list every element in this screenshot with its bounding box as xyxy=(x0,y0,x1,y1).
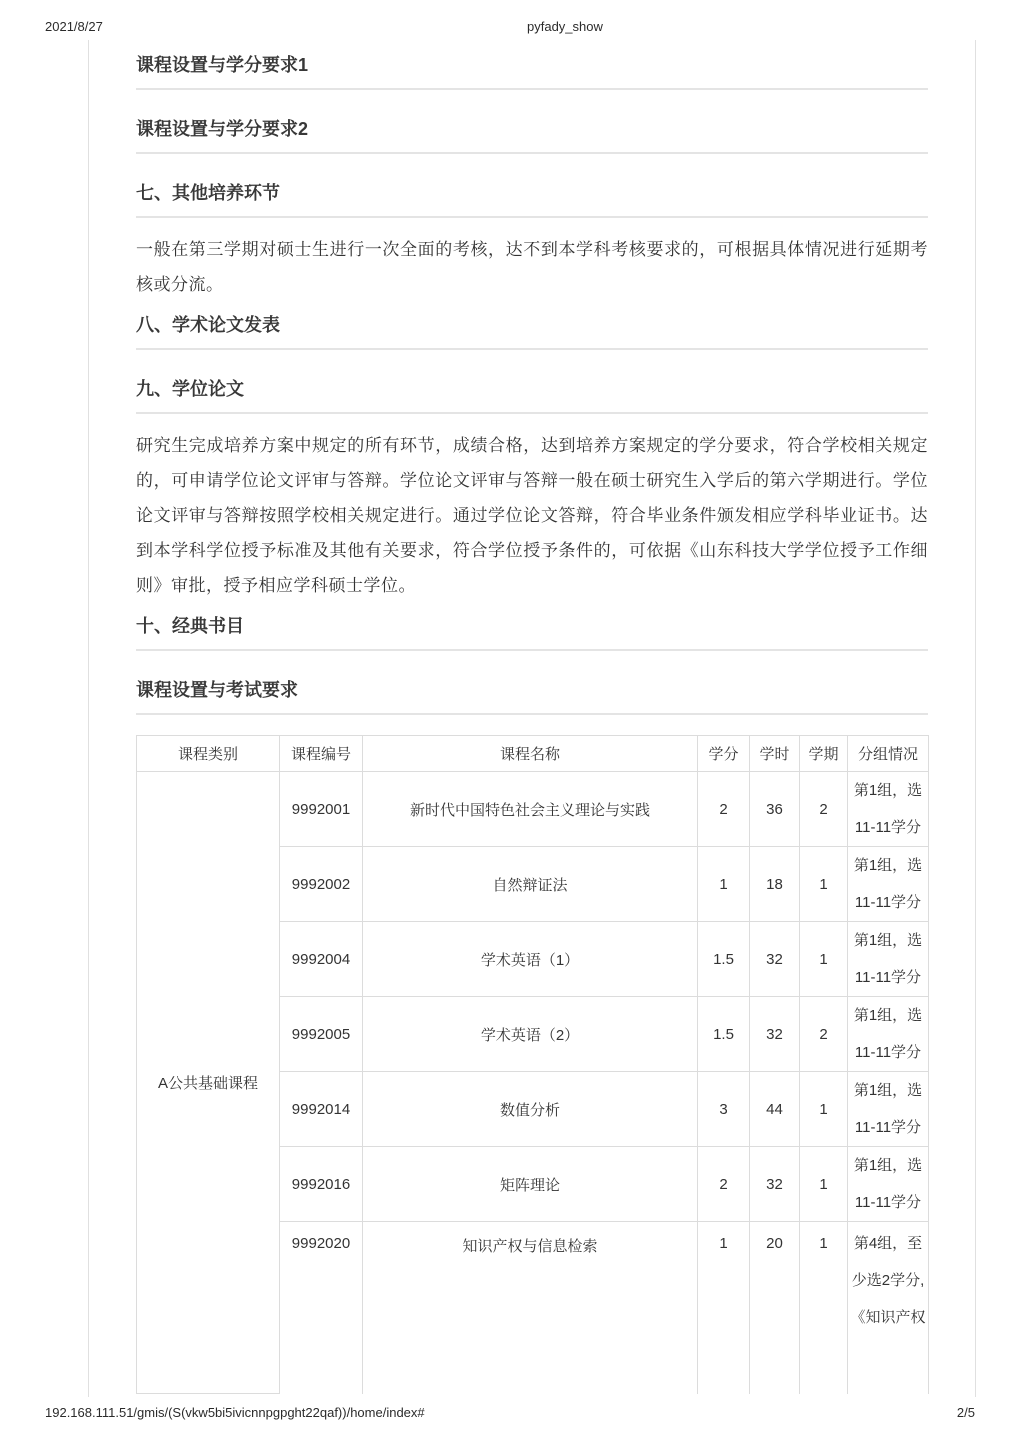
cell-course-group: 第1组，选11-11学分 xyxy=(848,1147,929,1222)
cell-course-credit: 1.5 xyxy=(698,997,750,1072)
cell-course-credit: 3 xyxy=(698,1072,750,1147)
cell-course-hours: 36 xyxy=(750,772,800,847)
cell-course-group: 第1组，选11-11学分 xyxy=(848,772,929,847)
column-header-semester: 学期 xyxy=(800,736,848,772)
cell-course-semester: 1 xyxy=(800,922,848,997)
cell-course-group: 第1组，选11-11学分 xyxy=(848,997,929,1072)
document-body xyxy=(88,40,976,1397)
cell-course-name: 自然辩证法 xyxy=(363,847,698,922)
cell-course-code: 9992001 xyxy=(280,772,363,847)
paragraph-degree-thesis: 研究生完成培养方案中规定的所有环节，成绩合格，达到培养方案规定的学分要求，符合学校相关规定的，可申请学位论文评审与答辩。学位论文评审与答辩一般在硕士研究生入学后的第六学期进行。学位论文评审与答辩按照学校相关规定进行。通过学位论文答辩，符合毕业条件颁发相应学科毕业证书。达到本学科学位授予标准及其他有关要求，符合学位授予条件的，可依据《山东科技大学学位授予工作细则》审批，授予相应学科硕士学位。 xyxy=(136,436,928,595)
cell-course-group: 第1组，选11-11学分 xyxy=(848,1072,929,1147)
cell-course-name: 学术英语（2） xyxy=(363,997,698,1072)
cell-course-code: 9992002 xyxy=(280,847,363,922)
cell-course-semester: 2 xyxy=(800,997,848,1072)
cell-course-hours: 32 xyxy=(750,1147,800,1222)
cell-course-name: 学术英语（1） xyxy=(363,922,698,997)
cell-course-hours: 20 xyxy=(750,1222,800,1394)
column-header-name: 课程名称 xyxy=(363,736,698,772)
column-header-category: 课程类别 xyxy=(137,736,280,772)
column-header-code: 课程编号 xyxy=(280,736,363,772)
cell-course-code: 9992020 xyxy=(280,1222,363,1394)
section-heading-paper-publication: 八、学术论文发表 xyxy=(136,314,928,350)
column-header-credit: 学分 xyxy=(698,736,750,772)
course-table xyxy=(136,735,929,1394)
cell-course-group: 第1组，选11-11学分 xyxy=(848,922,929,997)
cell-course-group: 第4组，至少选2学分,《知识产权 xyxy=(848,1222,929,1394)
cell-course-name: 知识产权与信息检索 xyxy=(363,1222,698,1394)
cell-course-name: 数值分析 xyxy=(363,1072,698,1147)
cell-course-name: 矩阵理论 xyxy=(363,1147,698,1222)
cell-course-credit: 1 xyxy=(698,1222,750,1394)
cell-course-credit: 2 xyxy=(698,1147,750,1222)
cell-course-hours: 18 xyxy=(750,847,800,922)
cell-course-hours: 32 xyxy=(750,922,800,997)
column-header-group: 分组情况 xyxy=(848,736,929,772)
cell-course-code: 9992005 xyxy=(280,997,363,1072)
cell-course-semester: 1 xyxy=(800,847,848,922)
course-table-header-row xyxy=(137,736,929,772)
table-row xyxy=(137,772,929,847)
cell-course-credit: 1.5 xyxy=(698,922,750,997)
print-footer-page-indicator: 2/5 xyxy=(956,1405,975,1420)
section-heading-degree-thesis: 九、学位论文 xyxy=(136,378,928,414)
paragraph-other-training: 一般在第三学期对硕士生进行一次全面的考核，达不到本学科考核要求的，可根据具体情况进行延期考核或分流。 xyxy=(136,240,928,294)
cell-course-semester: 1 xyxy=(800,1072,848,1147)
cell-course-group: 第1组，选11-11学分 xyxy=(848,847,929,922)
section-heading-other-training: 七、其他培养环节 xyxy=(136,182,928,218)
cell-course-hours: 32 xyxy=(750,997,800,1072)
cell-course-semester: 2 xyxy=(800,772,848,847)
section-heading-classic-books: 十、经典书目 xyxy=(136,615,928,651)
cell-course-credit: 2 xyxy=(698,772,750,847)
cell-course-code: 9992016 xyxy=(280,1147,363,1222)
cell-course-hours: 44 xyxy=(750,1072,800,1147)
cell-course-semester: 1 xyxy=(800,1222,848,1394)
section-heading-course-credit-req-1: 课程设置与学分要求1 xyxy=(136,54,928,90)
section-heading-course-exam-req: 课程设置与考试要求 xyxy=(136,679,928,715)
cell-course-credit: 1 xyxy=(698,847,750,922)
cell-course-code: 9992014 xyxy=(280,1072,363,1147)
print-footer-url: 192.168.111.51/gmis/(S(vkw5bi5ivicnnpgpght22qaf))/home/index# xyxy=(45,1405,425,1420)
column-header-hours: 学时 xyxy=(750,736,800,772)
print-header-doc-title: pyfady_show xyxy=(527,19,603,34)
print-header-date: 2021/8/27 xyxy=(45,19,103,34)
cell-course-semester: 1 xyxy=(800,1147,848,1222)
cell-course-name: 新时代中国特色社会主义理论与实践 xyxy=(363,772,698,847)
section-heading-course-credit-req-2: 课程设置与学分要求2 xyxy=(136,118,928,154)
cell-course-code: 9992004 xyxy=(280,922,363,997)
cell-course-category: A公共基础课程 xyxy=(137,772,280,1394)
